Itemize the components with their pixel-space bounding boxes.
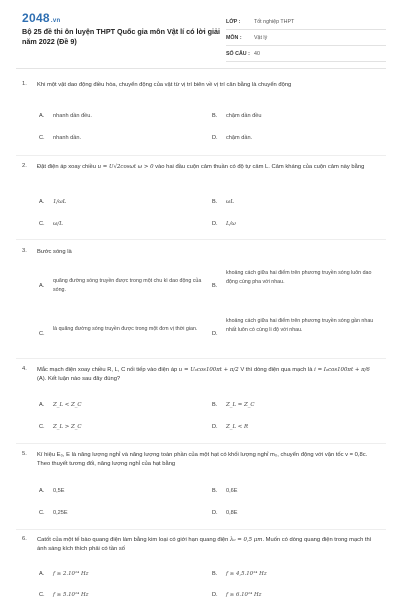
question-text <box>37 366 375 384</box>
option-text: ω/L <box>53 221 63 227</box>
question-divider <box>16 239 386 240</box>
question-2 <box>22 163 380 233</box>
option-text: chậm dần. <box>226 135 253 141</box>
option-b[interactable] <box>212 571 267 577</box>
question-divider <box>16 529 386 530</box>
question-text-part: (A). Kết luận nào sau đây đúng? <box>37 376 121 382</box>
option-letter: D. <box>212 510 218 516</box>
option-a[interactable] <box>39 488 65 494</box>
math-formula: λ₀ = 0,5 μm <box>230 537 263 543</box>
question-text-part: Đặt điện áp xoay chiều <box>37 164 96 170</box>
option-c[interactable] <box>39 221 63 227</box>
question-1 <box>22 81 380 151</box>
option-b[interactable] <box>212 199 234 205</box>
option-letter: C. <box>39 424 45 430</box>
question-text <box>37 163 375 172</box>
option-letter: A. <box>39 402 45 408</box>
option-text: quãng đường sóng truyền được trong một chu kì dao động của sóng. <box>53 278 202 293</box>
option-text: f ≥ 4,5.10¹⁴ Hz <box>226 571 267 577</box>
question-divider <box>16 443 386 444</box>
question-divider <box>16 358 386 359</box>
option-c[interactable] <box>39 592 89 598</box>
question-text-part: V thì dòng điện qua mạch là <box>240 367 313 373</box>
option-letter: B. <box>212 113 218 119</box>
question-text: Kí hiệu E₀, E là năng lượng nghỉ và năng lượng toàn phần của một hạt có khối lượng nghỉ m₀, chuyển động với vận tốc v = 0,8c. Theo thuyết tương đối, năng lượng nghỉ của hạt bằng <box>37 452 368 467</box>
option-letter: C. <box>39 330 45 337</box>
logo-text: 2048 <box>22 11 50 25</box>
option-b[interactable] <box>212 488 238 494</box>
option-letter: D. <box>212 592 218 598</box>
question-text <box>37 536 375 554</box>
meta-value: 40 <box>254 50 260 57</box>
option-letter: B. <box>212 571 218 577</box>
option-letter: D. <box>212 330 218 337</box>
question-divider <box>16 155 386 156</box>
option-letter: A. <box>39 199 45 205</box>
option-text: 0,5E <box>53 488 65 494</box>
option-text: 0,25E <box>53 510 68 516</box>
option-letter: D. <box>212 221 218 227</box>
option-b[interactable] <box>212 402 255 408</box>
option-b[interactable] <box>212 113 261 119</box>
option-text: 0,8E <box>226 510 238 516</box>
question-number: 3. <box>22 248 27 254</box>
option-text: Z_L < Z_C <box>53 402 82 408</box>
document-header <box>0 0 400 62</box>
option-text: L/ω <box>226 221 236 227</box>
option-letter: B. <box>212 199 218 205</box>
option-text: Z_L > Z_C <box>53 424 82 430</box>
document-title: Bộ 25 đề thi ôn luyện THPT Quốc gia môn Vật lí có lời giải năm 2022 (Đề 9) <box>22 27 220 46</box>
option-c[interactable] <box>39 424 82 430</box>
option-text: 1/ωL <box>53 199 67 205</box>
option-a[interactable] <box>39 199 66 205</box>
question-number: 4. <box>22 366 27 372</box>
option-a[interactable] <box>39 402 82 408</box>
math-formula: u = U√2cosωt ω > 0 <box>97 164 154 170</box>
meta-key: MÔN : <box>226 34 242 41</box>
option-d[interactable] <box>212 592 262 598</box>
option-text: nhanh dần đều. <box>53 113 92 119</box>
option-text: khoảng cách giữa hai điểm trên phương truyền sóng gần nhau nhất luôn có cùng li độ với nhau. <box>226 318 374 333</box>
question-number: 5. <box>22 451 27 457</box>
option-letter: C. <box>39 510 45 516</box>
question-4 <box>22 366 380 441</box>
meta-key: LỚP : <box>226 18 241 25</box>
option-d[interactable] <box>212 510 238 516</box>
option-letter: C. <box>39 592 45 598</box>
option-letter: A. <box>39 488 45 494</box>
meta-row-count <box>226 46 386 62</box>
option-letter: B. <box>212 402 218 408</box>
option-text: 0,6E <box>226 488 238 494</box>
meta-key: SỐ CÂU : <box>226 50 250 57</box>
option-a[interactable] <box>39 571 89 577</box>
option-letter: B. <box>212 282 218 289</box>
meta-row-subject <box>226 30 386 46</box>
option-letter: A. <box>39 113 45 119</box>
option-d[interactable] <box>212 135 252 141</box>
option-text: f ≥ 2.10¹⁴ Hz <box>53 571 89 577</box>
option-b[interactable] <box>212 269 377 303</box>
option-d[interactable] <box>212 424 248 430</box>
option-c[interactable] <box>39 321 209 347</box>
meta-table <box>226 14 386 62</box>
option-text: Z_L = Z_C <box>226 402 255 408</box>
option-a[interactable] <box>39 273 209 299</box>
option-d[interactable] <box>212 221 236 227</box>
option-c[interactable] <box>39 135 81 141</box>
meta-row-class <box>226 14 386 30</box>
option-text: là quãng đường sóng truyền được trong một đơn vị thời gian. <box>53 326 198 332</box>
question-6 <box>22 536 380 600</box>
option-a[interactable] <box>39 113 92 119</box>
question-text-part: vào hai đầu cuộn cảm thuần có độ tự cảm L. Cảm kháng của cuộn cảm này bằng <box>155 164 365 170</box>
option-text: f ≥ 5.10¹⁴ Hz <box>53 592 89 598</box>
question-number: 2. <box>22 163 27 169</box>
math-formula: u = U₀cos100πt + π/2 <box>178 367 239 373</box>
option-letter: B. <box>212 488 218 494</box>
logo-tld: .vn <box>50 18 61 24</box>
question-5 <box>22 451 380 526</box>
option-letter: C. <box>39 221 45 227</box>
question-3 <box>22 248 380 358</box>
option-letter: A. <box>39 282 45 289</box>
math-formula: i = I₀cos100πt + π/6 <box>314 367 370 373</box>
option-text: f ≥ 6.10¹⁴ Hz <box>226 592 262 598</box>
question-text-part: Mắc mạch điện xoay chiều R, L, C nối tiếp vào điện áp <box>37 367 178 373</box>
option-text: Z_L < R <box>226 424 249 430</box>
question-text-part: Catốt của một tế bào quang điện làm bằng kim loại có giới hạn quang điện <box>37 537 229 543</box>
question-text-part: . Muốn có dòng quang điện trong mạch thì ánh sáng kích thích phải có tần số <box>37 537 372 552</box>
option-text: ωL <box>226 199 234 205</box>
option-c[interactable] <box>39 510 68 516</box>
option-letter: C. <box>39 135 45 141</box>
option-letter: A. <box>39 571 45 577</box>
option-letter: D. <box>212 424 218 430</box>
question-text: Bước sóng là <box>37 249 72 255</box>
option-letter: D. <box>212 135 218 141</box>
header-divider <box>16 68 386 69</box>
option-d[interactable] <box>212 317 377 351</box>
option-text: chậm dần đều <box>226 113 262 119</box>
question-text: Khi một vật dao động điều hòa, chuyển động của vật từ vị trí biên về vị trí cân bằng là chuyển động <box>37 82 292 88</box>
question-number: 6. <box>22 536 27 542</box>
option-text: khoảng cách giữa hai điểm trên phương truyền sóng luôn dao động cùng pha với nhau. <box>226 270 372 285</box>
meta-value: Vật lý <box>254 34 268 41</box>
site-logo[interactable] <box>22 11 60 25</box>
option-text: nhanh dần. <box>53 135 81 141</box>
question-number: 1. <box>22 81 27 87</box>
meta-value: Tốt nghiệp THPT <box>254 18 295 25</box>
